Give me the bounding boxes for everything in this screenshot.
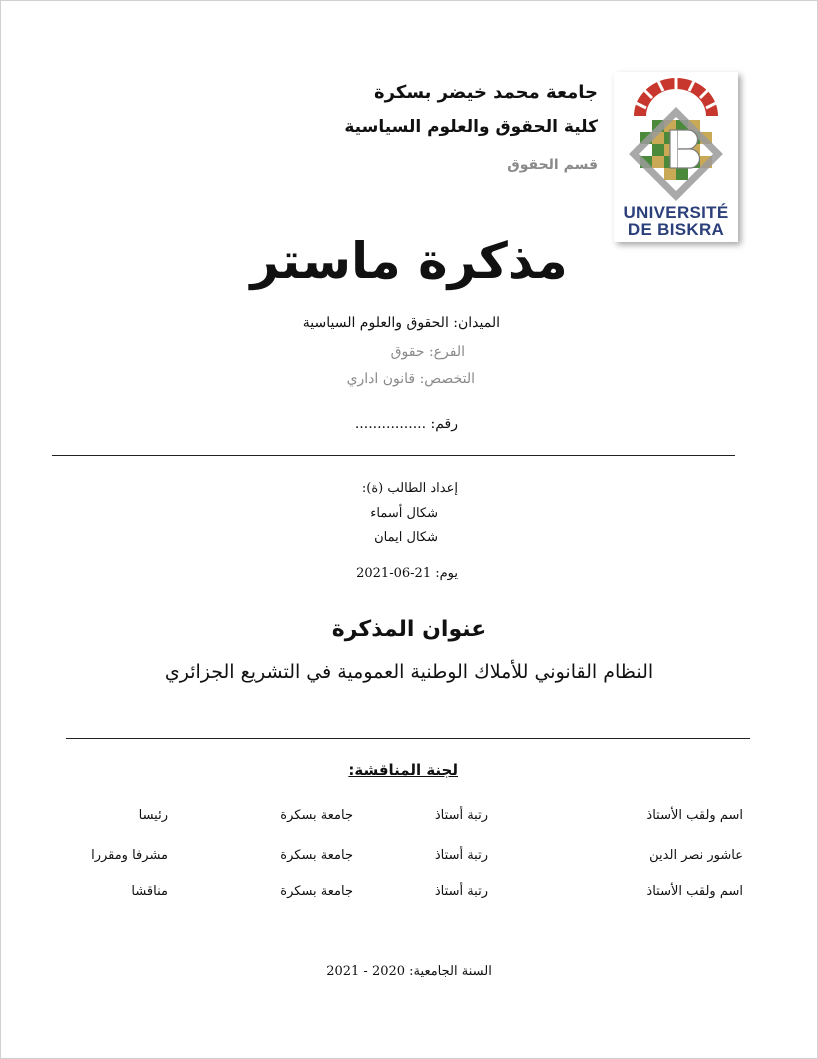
member-name: اسم ولقب الأستاذ bbox=[646, 884, 743, 899]
member-rank: رتبة أستاذ bbox=[434, 884, 488, 899]
committee-row bbox=[0, 884, 818, 908]
member-role: مشرفا ومقررا bbox=[91, 848, 168, 863]
member-university: جامعة بسكرة bbox=[280, 808, 353, 823]
academic-year: السنة الجامعية: 2020 - 2021 bbox=[326, 964, 492, 979]
divider-top bbox=[52, 455, 735, 456]
university-emblem-icon bbox=[614, 72, 738, 204]
member-role: مناقشا bbox=[131, 884, 168, 899]
faculty-name: كلية الحقوق والعلوم السياسية bbox=[344, 117, 598, 137]
logo-text-line2: DE BISKRA bbox=[627, 220, 725, 239]
student-name: شكال أسماء bbox=[370, 506, 438, 521]
logo-text-line1: UNIVERSITÉ bbox=[623, 203, 729, 222]
university-logo bbox=[614, 72, 738, 242]
specialty-label: التخصص: قانون اداري bbox=[346, 371, 475, 387]
field-label: الميدان: الحقوق والعلوم السياسية bbox=[302, 315, 500, 331]
prepared-by-label: إعداد الطالب (ة): bbox=[361, 481, 458, 496]
committee-heading: لجنة المناقشة: bbox=[348, 761, 458, 779]
member-name: اسم ولقب الأستاذ bbox=[646, 808, 743, 823]
number-label: رقم: ................ bbox=[354, 416, 458, 432]
member-role: رئيسا bbox=[138, 808, 168, 823]
document-title: مذكرة ماستر bbox=[250, 232, 568, 290]
member-rank: رتبة أستاذ bbox=[434, 808, 488, 823]
memo-title: النظام القانوني للأملاك الوطنية العمومية في التشريع الجزائري bbox=[164, 661, 654, 683]
member-rank: رتبة أستاذ bbox=[434, 848, 488, 863]
member-name: عاشور نصر الدين bbox=[649, 848, 743, 863]
student-name: شكال ايمان bbox=[374, 530, 438, 545]
department-name: قسم الحقوق bbox=[507, 157, 598, 173]
memo-title-label: عنوان المذكرة bbox=[331, 617, 487, 642]
committee-row bbox=[0, 848, 818, 872]
defense-date: يوم: 21-06-2021 bbox=[356, 566, 458, 581]
divider-bottom bbox=[66, 738, 750, 739]
member-university: جامعة بسكرة bbox=[280, 848, 353, 863]
university-name: جامعة محمد خيضر بسكرة bbox=[374, 82, 598, 103]
branch-label: الفرع: حقوق bbox=[390, 344, 465, 360]
committee-row bbox=[0, 808, 818, 832]
member-university: جامعة بسكرة bbox=[280, 884, 353, 899]
